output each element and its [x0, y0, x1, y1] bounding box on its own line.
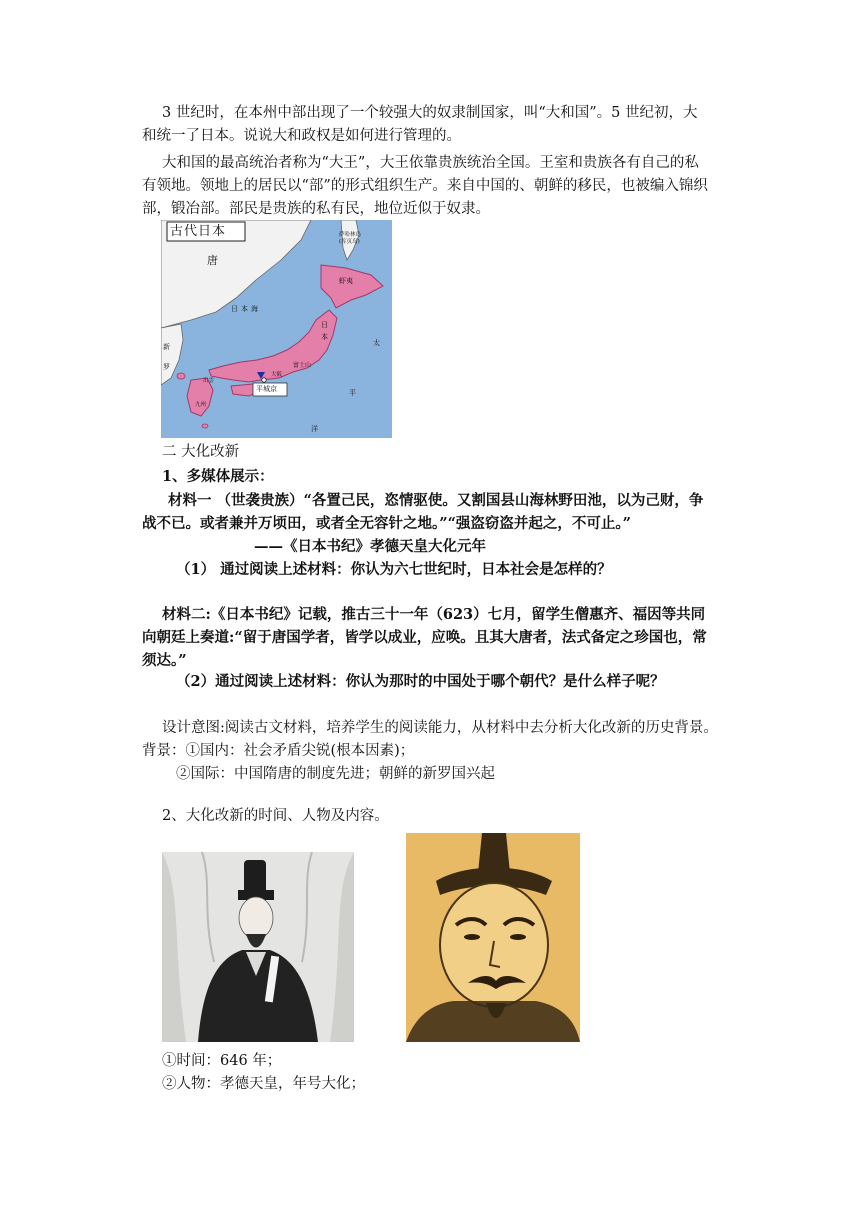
map-label-osaka: 大阪	[271, 372, 283, 378]
map-label-kyushu: 九州	[195, 402, 207, 408]
material-1-line-2: 战不已。或者兼并万顷田，或者全无容针之地。”“强盗窃盗并起之，不可止。”	[142, 515, 632, 532]
design-intent: 设计意图:阅读古文材料，培养学生的阅读能力，从材料中去分析大化改新的历史背景。	[162, 720, 718, 736]
reform-time: ①时间：646 年；	[162, 1053, 282, 1069]
map-label-izumo: 出雲	[203, 378, 215, 384]
intro-line-4: 有领地。领地上的居民以“部”的形式组织生产。来自中国的、朝鲜的移民，也被编入锦织	[142, 178, 708, 194]
map-label-heijo: 平城京	[256, 385, 277, 393]
intro-line-1: 3 世纪时，在本州中部出现了一个较强大的奴隶制国家，叫“大和国”。5 世纪初，大	[162, 105, 698, 121]
material-2-line-1: 材料二:《日本书纪》记载，推古三十一年（623）七月，留学生僧惠齐、福因等共同	[162, 606, 706, 623]
map-label-korea-2: 罗	[163, 363, 170, 371]
sub-heading-reform: 2、大化改新的时间、人物及内容。	[162, 808, 389, 824]
material-1-source: ——《日本书纪》孝德天皇大化元年	[254, 538, 486, 555]
material-1-line-1: 材料一 （世袭贵族）“各置己民，恣情驱使。又割国县山海林野田池，以为己财，争	[168, 492, 704, 509]
background-domestic: 背景：①国内：社会矛盾尖锐(根本因素)；	[142, 743, 415, 759]
question-2: （2）通过阅读上述材料：你认为那时的中国处于哪个朝代？是什么样子呢？	[176, 673, 665, 690]
portrait-emperor-grayscale	[162, 852, 354, 1042]
sub-heading-multimedia: 1、多媒体展示：	[162, 468, 274, 485]
ancient-japan-map	[161, 220, 392, 438]
intro-line-3: 大和国的最高统治者称为“大王”，大王依靠贵族统治全国。王室和贵族各有自己的私	[162, 155, 699, 171]
map-label-fuji: 富士山	[293, 362, 312, 369]
map-label-pacific-2: 平	[349, 389, 356, 397]
map-label-ri: 日	[321, 321, 328, 329]
intro-line-2: 和统一了日本。说说大和政权是如何进行管理的。	[142, 128, 461, 144]
map-label-sakhalin: 萨哈林岛 (库页岛)	[339, 232, 362, 245]
reform-person: ②人物：孝德天皇，年号大化；	[162, 1076, 365, 1092]
map-label-ezo: 虾夷	[339, 277, 353, 285]
section-heading: 二 大化改新	[162, 444, 240, 460]
background-international: ②国际：中国隋唐的制度先进；朝鲜的新罗国兴起	[176, 766, 495, 782]
material-2-line-3: 须达。”	[142, 652, 187, 669]
map-label-ben: 本	[321, 333, 328, 341]
map-title: 古代日本	[170, 224, 227, 239]
map-label-pacific-3: 洋	[311, 425, 318, 433]
portrait-emperor-sepia	[406, 833, 580, 1042]
map-label-tang: 唐	[207, 254, 218, 267]
intro-line-5: 部，锻冶部。部民是贵族的私有民，地位近似于奴隶。	[142, 201, 490, 217]
map-label-korea-1: 新	[163, 343, 170, 351]
material-2-line-2: 向朝廷上奏道:“留于唐国学者，皆学以成业，应唤。且其大唐者，法式备定之珍国也，常	[142, 629, 707, 646]
map-label-japan-sea: 日本海	[231, 305, 261, 313]
map-label-pacific-1: 太	[373, 339, 380, 347]
question-1: （1） 通过阅读上述材料：你认为六七世纪时，日本社会是怎样的？	[176, 561, 612, 578]
